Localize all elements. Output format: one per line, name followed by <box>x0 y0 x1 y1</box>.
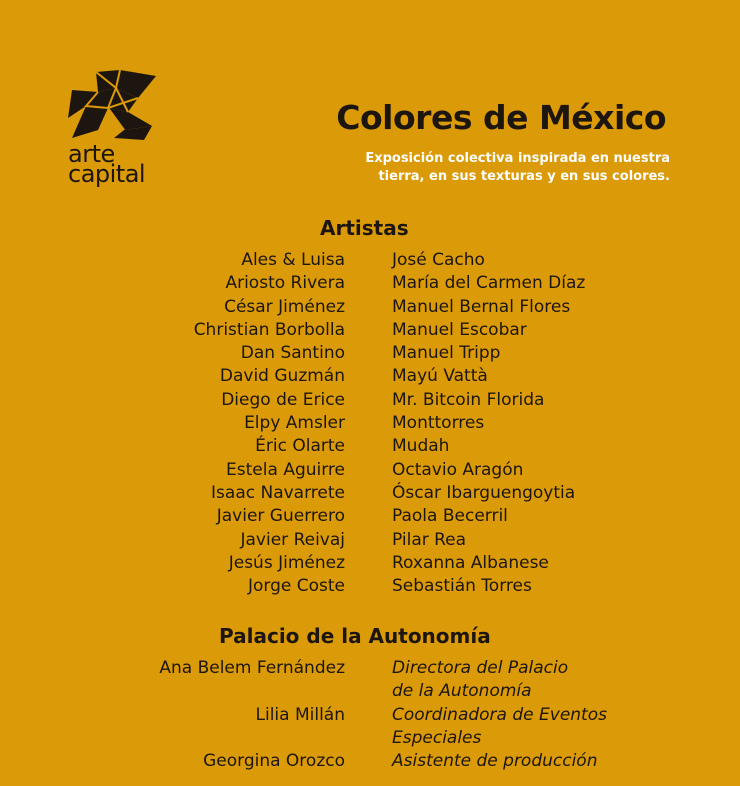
artist-name: Jorge Coste <box>247 576 345 597</box>
artist-name: Mudah <box>392 436 450 457</box>
staff-role: Asistente de producción <box>392 751 598 772</box>
staff-row <box>0 704 740 751</box>
staff-heading: Palacio de la Autonomía <box>219 624 491 648</box>
artists-list-right <box>392 249 585 598</box>
subtitle-line-1: Exposición colectiva inspirada en nuestra <box>365 151 670 166</box>
artist-name: José Cacho <box>392 250 485 270</box>
artist-name: Estela Aguirre <box>226 459 345 480</box>
artist-name: Diego de Erice <box>221 389 345 410</box>
artists-heading: Artistas <box>320 216 409 240</box>
staff-role: Especiales <box>392 727 482 748</box>
artist-name: Elpy Amsler <box>244 413 345 434</box>
artist-name: Pilar Rea <box>392 529 467 550</box>
artist-name: Jesús Jiménez <box>228 552 345 573</box>
artists-list-left <box>194 249 345 598</box>
origami-bird-logo-icon <box>68 68 158 142</box>
artist-name: Christian Borbolla <box>193 319 345 340</box>
arte-capital-logo <box>68 68 164 188</box>
artist-name: César Jiménez <box>224 296 345 317</box>
artist-name: Javier Reivaj <box>240 529 345 550</box>
subtitle-line-2: tierra, en sus texturas y en sus colores. <box>378 169 670 184</box>
artist-name: Ales & Luisa <box>241 250 345 270</box>
artist-name: Sebastián Torres <box>392 576 532 597</box>
page-title: Colores de México <box>336 98 666 137</box>
staff-credits <box>0 657 740 773</box>
artist-name: Mayú Vattà <box>392 366 488 387</box>
artist-name: Manuel Escobar <box>392 319 527 340</box>
exhibition-description <box>365 150 670 186</box>
artist-name: Javier Guerrero <box>216 506 345 527</box>
artist-name: Manuel Bernal Flores <box>392 296 571 317</box>
artist-name: Monttorres <box>392 413 485 434</box>
staff-name: Lilia Millán <box>255 704 345 725</box>
artist-name: David Guzmán <box>219 366 345 387</box>
artist-name: Isaac Navarrete <box>211 482 345 503</box>
staff-role: Directora del Palacio <box>392 658 569 678</box>
artist-name: Mr. Bitcoin Florida <box>392 389 545 410</box>
staff-row <box>0 657 740 704</box>
artist-name: María del Carmen Díaz <box>392 273 586 294</box>
staff-name: Ana Belem Fernández <box>159 658 345 678</box>
artist-name: Éric Olarte <box>255 436 345 457</box>
artist-name: Paola Becerril <box>392 506 508 527</box>
logo-text-arte: arte <box>68 140 115 168</box>
logo-text-capital: capital <box>68 160 146 188</box>
artist-name: Manuel Tripp <box>392 343 501 364</box>
artist-name: Roxanna Albanese <box>392 552 549 573</box>
artist-name: Óscar Ibarguengoytia <box>392 482 576 503</box>
staff-name: Georgina Orozco <box>203 751 345 772</box>
staff-role: Coordinadora de Eventos <box>392 704 607 725</box>
artist-name: Octavio Aragón <box>392 459 524 480</box>
staff-row <box>0 750 740 773</box>
artist-name: Ariosto Rivera <box>225 273 345 294</box>
staff-role: de la Autonomía <box>392 681 532 702</box>
artist-name: Dan Santino <box>240 343 345 364</box>
